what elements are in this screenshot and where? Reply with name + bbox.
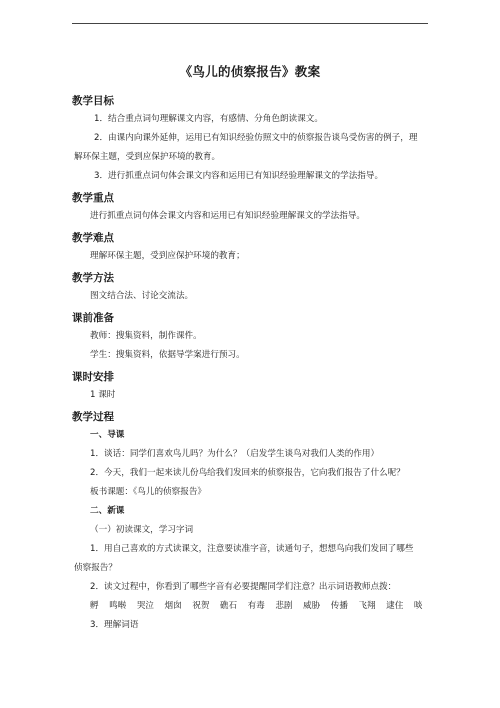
heading-key-points: 教学重点 bbox=[72, 192, 114, 204]
process-part1-heading: 一、导课 bbox=[90, 430, 125, 440]
process-part2-item1-line1: 1．用自己喜欢的方式读课文，注意要读准字音，读通句子，想想鸟向我们发回了哪些 bbox=[90, 544, 414, 554]
key-point-1: 进行抓重点词句体会课文内容和运用已有知识经验理解课文的学法指导。 bbox=[90, 211, 366, 221]
process-part1-board: 板书课题：《鸟儿的侦察报告》 bbox=[90, 487, 207, 497]
vocab-word: 烟囱 bbox=[164, 601, 182, 611]
vocab-word: 啖 bbox=[413, 601, 423, 611]
process-part2-heading: 二、新课 bbox=[90, 506, 125, 516]
process-part2-sub: （一）初读课文，学习字词 bbox=[90, 525, 194, 535]
vocab-word: 传播 bbox=[330, 601, 348, 611]
heading-goals: 教学目标 bbox=[72, 95, 114, 107]
heading-difficulties: 教学难点 bbox=[72, 232, 114, 244]
goal-1: 1．结合重点词句理解课文内容，有感情、分角色朗读课文。 bbox=[94, 114, 323, 124]
vocab-word: 悲剧 bbox=[275, 601, 293, 611]
document-title: 《鸟儿的侦察报告》教案 bbox=[179, 64, 321, 79]
vocabulary-list bbox=[72, 600, 428, 613]
heading-schedule: 课时安排 bbox=[72, 371, 114, 383]
vocab-word: 礁石 bbox=[219, 601, 238, 611]
goal-3: 3．进行抓重点词句体会课文内容和运用已有知识经验理解课文的学法指导。 bbox=[94, 171, 384, 181]
process-part2-item1-line2: 侦察报告？ bbox=[74, 563, 117, 573]
prep-teacher: 教师：搜集资料，制作课件。 bbox=[90, 331, 202, 341]
header-rule bbox=[72, 23, 428, 24]
vocab-word: 飞翔 bbox=[358, 601, 376, 611]
vocab-word: 鸣啭 bbox=[109, 601, 127, 611]
vocab-word: 威胁 bbox=[303, 601, 321, 611]
process-part1-item2: 2．今天，我们一起来读儿份鸟给我们发回来的侦察报告，它向我们报告了什么呢？ bbox=[90, 468, 405, 478]
difficulty-1: 理解环保主题，受到应保护环境的教育； bbox=[90, 251, 245, 261]
document-page bbox=[72, 62, 428, 632]
process-part1-item1: 1．谈话：同学们喜欢鸟儿吗？为什么？（启发学生谈鸟对我们人类的作用） bbox=[90, 449, 380, 459]
heading-methods: 教学方法 bbox=[72, 272, 114, 284]
process-part2-item2: 2．读文过程中，你看到了哪些字音有必要提醒同学们注意？出示词语教师点拨： bbox=[90, 582, 397, 592]
goal-2-line1: 2．由课内向课外延伸，运用已有知识经验仿照文中的侦察报告谈鸟受伤害的例子，理 bbox=[94, 133, 418, 143]
method-1: 图文结合法、讨论交流法。 bbox=[90, 291, 194, 301]
heading-process: 教学过程 bbox=[72, 411, 114, 423]
vocab-word: 孵 bbox=[90, 601, 99, 611]
schedule-1: 1 课时 bbox=[90, 390, 116, 400]
heading-preparation: 课前准备 bbox=[72, 312, 114, 324]
process-part2-item3: 3．理解词语 bbox=[90, 620, 139, 630]
vocab-word: 逮住 bbox=[386, 601, 404, 611]
prep-student: 学生：搜集资料，依据导学案进行预习。 bbox=[90, 350, 245, 360]
vocab-word: 有毒 bbox=[247, 601, 265, 611]
goal-2-line2: 解环保主题，受到应保护环境的教育。 bbox=[74, 152, 221, 162]
vocab-word: 祝贺 bbox=[192, 601, 210, 611]
vocab-word: 哭泣 bbox=[136, 601, 155, 611]
